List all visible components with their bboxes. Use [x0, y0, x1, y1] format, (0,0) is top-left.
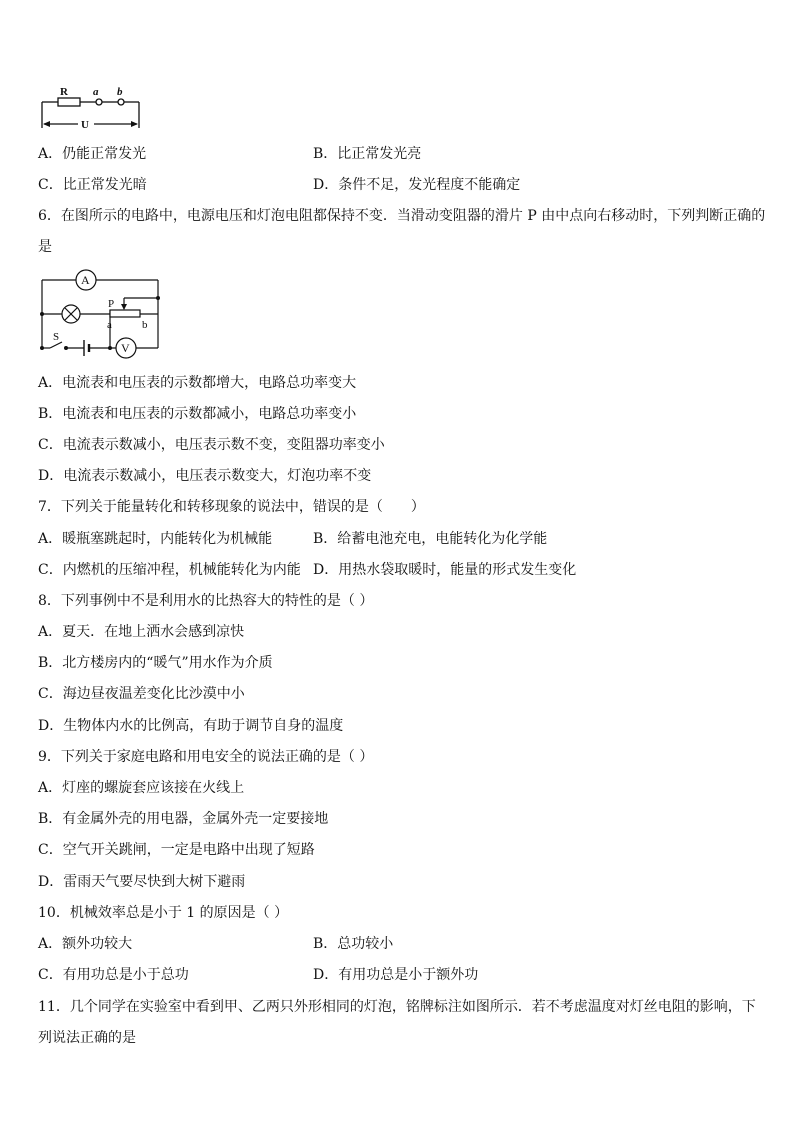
q6-circuit-diagram [38, 266, 164, 364]
rheostat-a-label: a [107, 319, 112, 331]
voltmeter-label: V [121, 341, 130, 355]
q10-option-d: D．有用功总是小于额外功 [313, 967, 479, 983]
q7-option-d: D．用热水袋取暖时，能量的形式发生变化 [313, 562, 577, 578]
q9-stem: 9．下列关于家庭电路和用电安全的说法正确的是（ ） [38, 749, 374, 765]
q10-option-b: B．总功较小 [313, 936, 394, 952]
q5-option-b: B．比正常发光亮 [313, 146, 422, 162]
q11-stem-line1: 11．几个同学在实验室中看到甲、乙两只外形相同的灯泡，铭牌标注如图所示．若不考虑温度对灯丝电阻的影响，下 [38, 999, 756, 1015]
voltage-label: U [81, 119, 89, 131]
switch-label: S [53, 331, 60, 343]
q6-option-a: A．电流表和电压表的示数都增大，电路总功率变大 [38, 375, 357, 391]
q5-circuit-diagram [38, 84, 148, 132]
q8-option-a: A．夏天．在地上洒水会感到凉快 [38, 624, 245, 640]
terminal-b-label: b [117, 86, 123, 98]
q5-option-a: A．仍能正常发光 [38, 146, 147, 162]
q10-stem: 10．机械效率总是小于 1 的原因是（ ） [38, 905, 289, 921]
q6-option-b: B．电流表和电压表的示数都减小，电路总功率变小 [38, 406, 357, 422]
q6-stem-line1: 6．在图所示的电路中，电源电压和灯泡电阻都保持不变．当滑动变阻器的滑片 P 由中点向右移动时，下列判断正确的 [38, 208, 766, 224]
q9-option-b: B．有金属外壳的用电器，金属外壳一定要接地 [38, 811, 329, 827]
q6-stem-line2: 是 [38, 239, 52, 255]
q6-option-c: C．电流表示数减小，电压表示数不变，变阻器功率变小 [38, 437, 385, 453]
ammeter-label: A [81, 273, 90, 287]
q9-option-c: C．空气开关跳闸，一定是电路中出现了短路 [38, 842, 315, 858]
q8-stem: 8．下列事例中不是利用水的比热容大的特性的是（ ） [38, 593, 374, 609]
q9-option-d: D．雷雨天气要尽快到大树下避雨 [38, 874, 246, 890]
q11-stem-line2: 列说法正确的是 [38, 1030, 136, 1046]
slider-label: P [108, 298, 115, 310]
q5-option-d: D．条件不足，发光程度不能确定 [313, 177, 521, 193]
q5-option-c: C．比正常发光暗 [38, 177, 147, 193]
q10-option-a: A．额外功较大 [38, 936, 133, 952]
q7-option-a: A．暖瓶塞跳起时，内能转化为机械能 [38, 531, 273, 547]
q7-option-b: B．给蓄电池充电，电能转化为化学能 [313, 531, 548, 547]
rheostat-b-label: b [142, 319, 148, 331]
q9-option-a: A．灯座的螺旋套应该接在火线上 [38, 780, 245, 796]
q8-option-c: C．海边昼夜温差变化比沙漠中小 [38, 686, 245, 702]
resistor-label: R [60, 86, 68, 98]
q10-option-c: C．有用功总是小于总功 [38, 967, 189, 983]
terminal-a-label: a [93, 86, 99, 98]
q8-option-d: D．生物体内水的比例高，有助于调节自身的温度 [38, 718, 344, 734]
q7-option-c: C．内燃机的压缩冲程，机械能转化为内能 [38, 562, 301, 578]
q7-stem: 7．下列关于能量转化和转移现象的说法中，错误的是（ ） [38, 499, 425, 515]
q6-option-d: D．电流表示数减小，电压表示数变大，灯泡功率不变 [38, 468, 372, 484]
q8-option-b: B．北方楼房内的“暖气”用水作为介质 [38, 655, 273, 671]
